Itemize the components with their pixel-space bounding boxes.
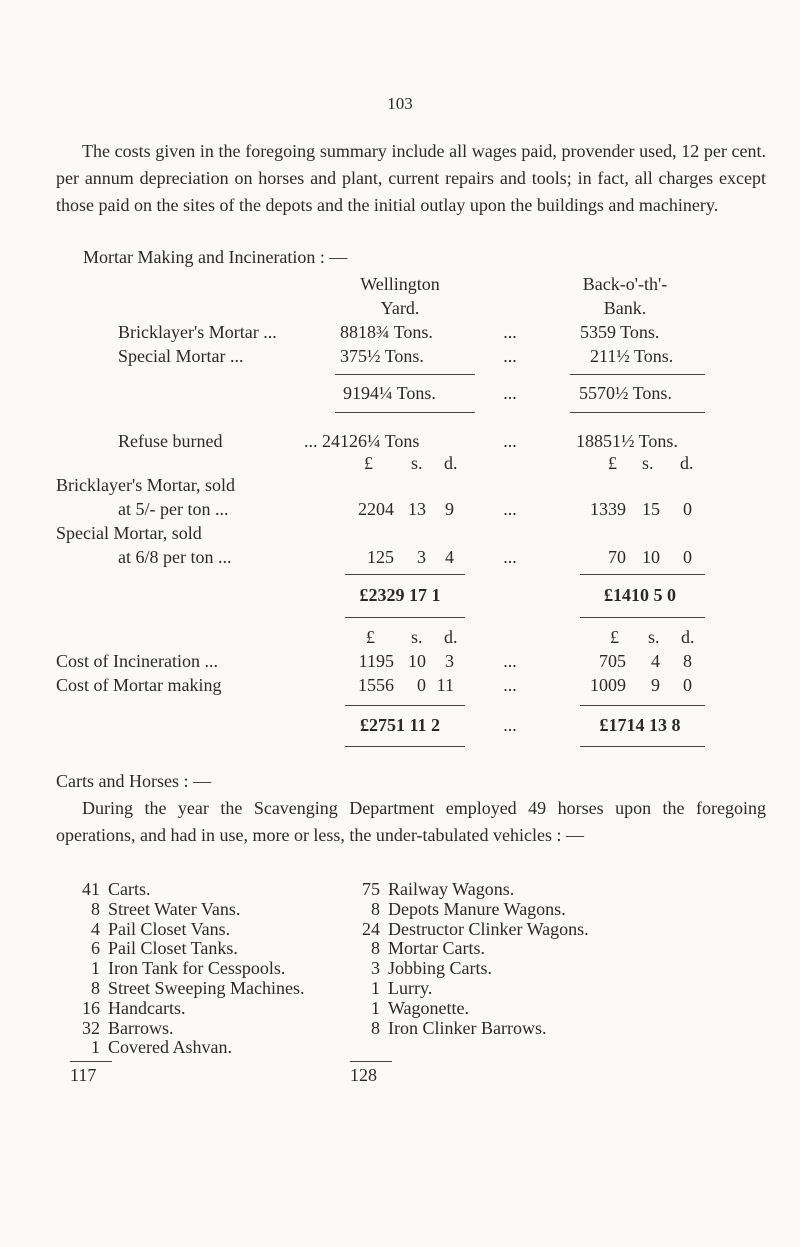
mortar-section-title: Mortar Making and Incineration : — [83, 247, 348, 267]
carts-section-title: Carts and Horses : — [56, 771, 211, 791]
wellington-heading-line2: Yard. [380, 298, 420, 318]
list-item: 1 Covered Ashvan. [91, 1037, 232, 1058]
leader-dots: ... [503, 651, 517, 671]
rule [570, 412, 705, 413]
tonnage-row-wellington: 375½ Tons. [340, 346, 424, 366]
list-item: 8 Street Sweeping Machines. [91, 977, 305, 998]
rule [345, 746, 465, 747]
rule [335, 374, 475, 375]
sales-wellington-shillings: 3 [417, 547, 426, 567]
refuse-back: 18851½ Tons. [576, 431, 678, 451]
shillings-head: s. [642, 453, 654, 473]
sales-label-line1: Bricklayer's Mortar, sold [56, 475, 235, 495]
sales-total-back: £1410 5 0 [604, 585, 676, 605]
list-item: 8 Mortar Carts. [371, 938, 485, 959]
cost-back-shillings: 4 [651, 651, 660, 671]
back-heading-line2: Bank. [603, 298, 647, 318]
intro-paragraph: The costs given in the foregoing summary include all wages paid, provender used, 12 per cent. per annum depreciation on horses and plant, current repairs and tools; in fact, all charges except those paid on the sites of the depots and the initial outlay upon the buildings and machinery. [56, 141, 766, 215]
leader-dots: ... [503, 499, 517, 519]
cost-wellington-pounds: 1556 [358, 675, 394, 695]
page-number: 103 [387, 94, 413, 113]
sales-wellington-pence: 9 [445, 499, 454, 519]
rule [580, 617, 705, 618]
costs-total-back: £1714 13 8 [599, 715, 681, 735]
list-item: 1 Lurry. [371, 977, 433, 998]
leader-dots: ... [503, 346, 517, 366]
list-item: 24 Destructor Clinker Wagons. [362, 918, 589, 939]
list-item: 41 Carts. [82, 879, 151, 899]
cost-wellington-pounds: 1195 [358, 651, 394, 671]
list-item: 1 Iron Tank for Cesspools. [91, 958, 286, 979]
leader-dots: ... [503, 322, 517, 342]
sales-total-wellington: £2329 17 1 [359, 585, 441, 605]
carts-paragraph: During the year the Scavenging Department employed 49 horses upon the foregoing operations, and had in use, more or less, the under-tabulated vehicles : — [56, 798, 766, 845]
cost-wellington-pence: 11 [436, 675, 454, 695]
sales-wellington-shillings: 13 [408, 499, 426, 519]
wellington-heading-line1: Wellington [360, 274, 440, 294]
rule [570, 374, 705, 375]
sales-label-line2: at 5/- per ton ... [118, 499, 229, 519]
shillings-head: s. [411, 453, 423, 473]
sales-wellington-pence: 4 [445, 547, 454, 567]
pence-head: d. [444, 627, 458, 647]
vehicle-list-left [70, 880, 350, 1058]
tonnage-row-label: Bricklayer's Mortar ... [118, 322, 277, 342]
shillings-head: s. [648, 627, 660, 647]
rule [580, 705, 705, 706]
refuse-label: Refuse burned [118, 431, 223, 451]
list-item: 8 Depots Manure Wagons. [371, 898, 566, 919]
tonnage-total-wellington: 9194¼ Tons. [343, 383, 436, 403]
back-heading-line1: Back-o'-th'- [582, 274, 668, 294]
list-item: 6 Pail Closet Tanks. [91, 938, 238, 959]
rule [345, 574, 465, 575]
rule [345, 617, 465, 618]
list-item: 1 Wagonette. [371, 997, 470, 1018]
list-item: 8 Iron Clinker Barrows. [371, 1017, 547, 1038]
rule [580, 746, 705, 747]
pence-head: d. [444, 453, 458, 473]
cost-wellington-pence: 3 [445, 651, 454, 671]
pounds-head: £ [610, 627, 619, 647]
cost-back-pounds: 705 [599, 651, 626, 671]
sales-back-pounds: 1339 [590, 499, 626, 519]
list-item: 75 Railway Wagons. [362, 879, 515, 899]
leader-dots: ... [503, 431, 517, 451]
cost-label: Cost of Incineration ... [56, 651, 218, 671]
pounds-head: £ [366, 627, 375, 647]
cost-wellington-shillings: 10 [408, 651, 426, 671]
leader-dots: ... [503, 715, 517, 735]
cost-back-pounds: 1009 [590, 675, 626, 695]
tonnage-row-label: Special Mortar ... [118, 346, 244, 366]
sales-back-pence: 0 [683, 499, 692, 519]
tonnage-row-back: 5359 Tons. [580, 322, 660, 342]
leader-dots: ... [503, 547, 517, 567]
cost-back-pence: 0 [683, 675, 692, 695]
sales-back-pence: 0 [683, 547, 692, 567]
pence-head: d. [680, 453, 694, 473]
tonnage-row-back: 211½ Tons. [590, 346, 674, 366]
cost-wellington-shillings: 0 [417, 675, 426, 695]
shillings-head: s. [411, 627, 423, 647]
rule [345, 705, 465, 706]
sales-label-line2: at 6/8 per ton ... [118, 547, 232, 567]
list-item: 8 Street Water Vans. [91, 898, 241, 919]
sales-wellington-pounds: 2204 [358, 499, 394, 519]
cost-label: Cost of Mortar making [56, 675, 222, 695]
vehicle-list-right [350, 880, 770, 1038]
list-item: 32 Barrows. [82, 1017, 174, 1038]
leader-dots: ... [503, 383, 517, 403]
cost-back-shillings: 9 [651, 675, 660, 695]
vehicles-total-left: 117 [70, 1065, 97, 1085]
list-item: 3 Jobbing Carts. [371, 958, 493, 979]
sales-back-pounds: 70 [608, 547, 626, 567]
sales-wellington-pounds: 125 [367, 547, 394, 567]
sales-label-line1: Special Mortar, sold [56, 523, 202, 543]
rule [335, 412, 475, 413]
tonnage-total-back: 5570½ Tons. [579, 383, 672, 403]
sales-back-shillings: 15 [642, 499, 660, 519]
pence-head: d. [681, 627, 695, 647]
refuse-wellington: ... 24126¼ Tons [304, 431, 420, 451]
list-item: 16 Handcarts. [82, 997, 186, 1018]
sales-back-shillings: 10 [642, 547, 660, 567]
vehicles-total-right: 128 [350, 1065, 377, 1085]
leader-dots: ... [503, 675, 517, 695]
tonnage-row-wellington: 8818¾ Tons. [340, 322, 433, 342]
cost-back-pence: 8 [683, 651, 692, 671]
pounds-head: £ [608, 453, 617, 473]
pounds-head: £ [364, 453, 373, 473]
list-item: 4 Pail Closet Vans. [91, 918, 231, 939]
rule [580, 574, 705, 575]
costs-total-wellington: £2751 11 2 [359, 715, 440, 735]
